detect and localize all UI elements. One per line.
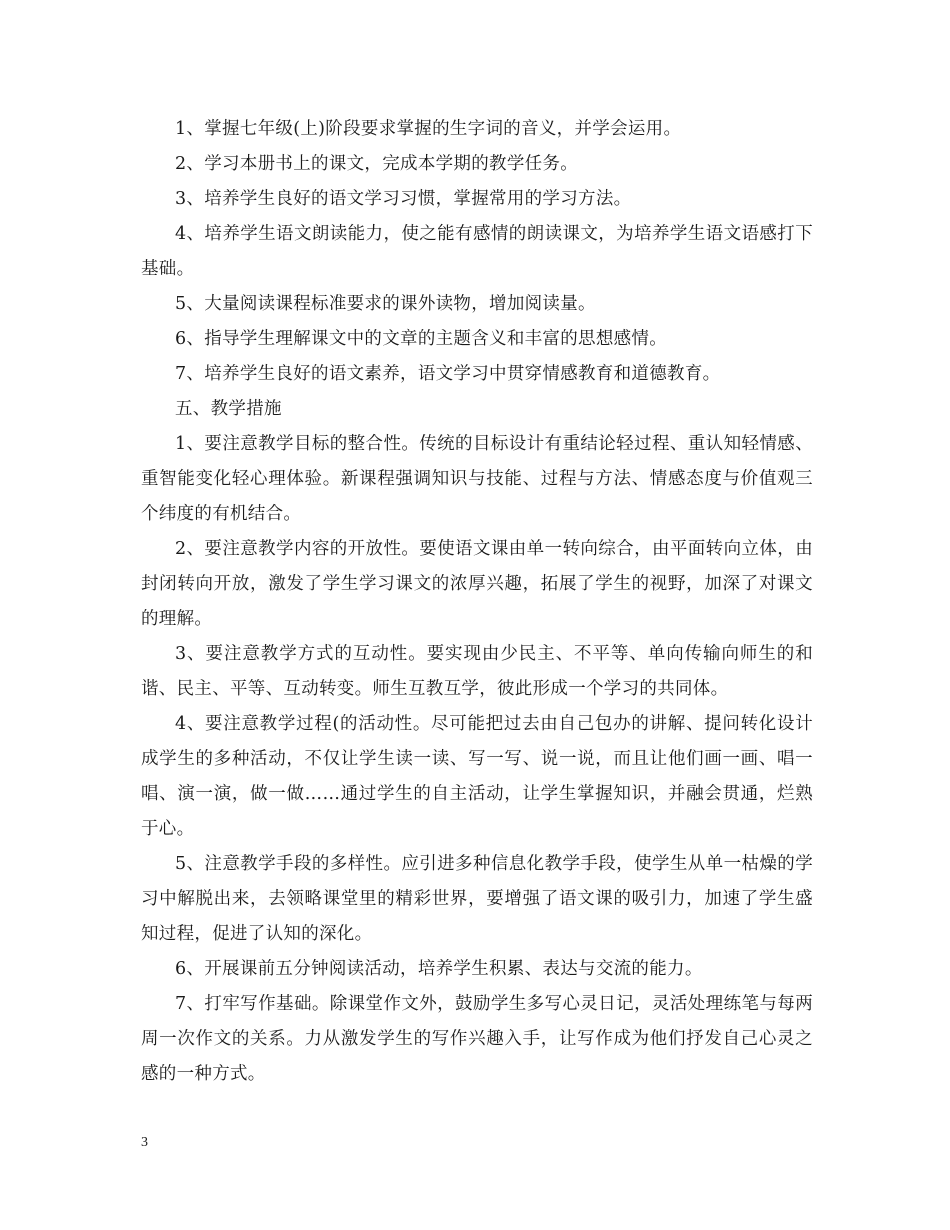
paragraph-measure-4: 4、要注意教学过程(的活动性。尽可能把过去由自己包办的讲解、提问转化设计成学生的多种活动，不仅让学生读一读、写一写、说一说，而且让他们画一画、唱一唱、演一演，做一做……通过学生的自主活动，让学生掌握知识，并融会贯通，烂熟于心。	[141, 714, 813, 839]
paragraph-measure-1: 1、要注意教学目标的整合性。传统的目标设计有重结论轻过程、重认知轻情感、重智能变化轻心理体验。新课程强调知识与技能、过程与方法、情感态度与价值观三个纬度的有机结合。	[141, 434, 813, 524]
paragraph-objective-7: 7、培养学生良好的语文素养，语文学习中贯穿情感教育和道德教育。	[175, 364, 721, 384]
page-number: 3	[141, 1135, 148, 1150]
paragraph-measure-3: 3、要注意教学方式的互动性。要实现由少民主、不平等、单向传输向师生的和谐、民主、平等、互动转变。师生互教互学，彼此形成一个学习的共同体。	[141, 644, 813, 699]
section-heading-teaching-measures: 五、教学措施	[175, 399, 282, 419]
paragraph-objective-2: 2、学习本册书上的课文，完成本学期的教学任务。	[175, 154, 579, 174]
paragraph-objective-4: 4、培养学生语文朗读能力，使之能有感情的朗读课文，为培养学生语文语感打下基础。	[141, 224, 813, 279]
paragraph-objective-6: 6、指导学生理解课文中的文章的主题含义和丰富的思想感情。	[175, 329, 668, 349]
paragraph-objective-3: 3、培养学生良好的语文学习习惯，掌握常用的学习方法。	[175, 189, 632, 209]
paragraph-measure-7: 7、打牢写作基础。除课堂作文外，鼓励学生多写心灵日记，灵活处理练笔与每两周一次作文的关系。力从激发学生的写作兴趣入手，让写作成为他们抒发自己心灵之感的一种方式。	[141, 994, 813, 1084]
paragraph-measure-6: 6、开展课前五分钟阅读活动，培养学生积累、表达与交流的能力。	[175, 959, 703, 979]
paragraph-measure-2: 2、要注意教学内容的开放性。要使语文课由单一转向综合，由平面转向立体，由封闭转向开放，激发了学生学习课文的浓厚兴趣，拓展了学生的视野，加深了对课文的理解。	[141, 539, 813, 629]
paragraph-measure-5: 5、注意教学手段的多样性。应引进多种信息化教学手段，使学生从单一枯燥的学习中解脱出来，去领略课堂里的精彩世界，要增强了语文课的吸引力，加速了学生盛知过程，促进了认知的深化。	[141, 854, 813, 944]
paragraph-objective-1: 1、掌握七年级(上)阶段要求掌握的生字词的音义，并学会运用。	[175, 119, 682, 139]
paragraph-objective-5: 5、大量阅读课程标准要求的课外读物，增加阅读量。	[175, 294, 596, 314]
document-body	[141, 112, 813, 1092]
